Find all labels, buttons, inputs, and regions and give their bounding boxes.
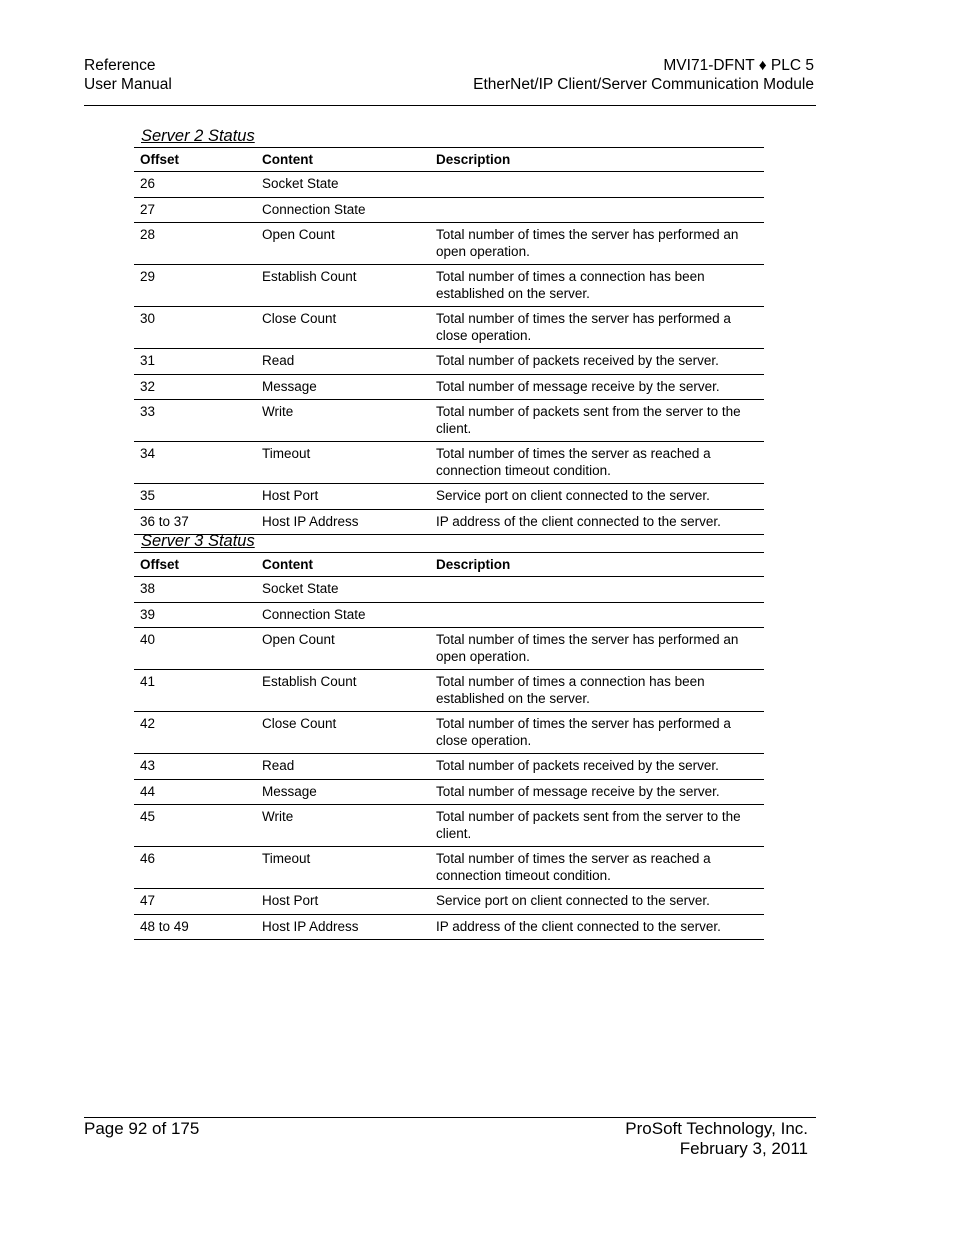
status-table — [134, 552, 764, 940]
description-cell: Total number of times the server has performed an open operation. — [436, 227, 739, 259]
footer-company: ProSoft Technology, Inc. — [625, 1119, 808, 1138]
offset-cell: 43 — [140, 758, 156, 773]
description-cell: Total number of message receive by the server. — [436, 378, 720, 394]
content-cell: Timeout — [262, 446, 311, 461]
page-header — [84, 56, 814, 105]
column-header-offset: Offset — [140, 556, 180, 572]
description-cell: Total number of times the server has performed a close operation. — [436, 311, 731, 343]
table-row — [134, 712, 764, 754]
table-row — [134, 914, 764, 940]
content-cell: Host Port — [262, 893, 319, 908]
description-cell: Service port on client connected to the server. — [436, 893, 710, 908]
offset-cell: 47 — [140, 893, 156, 908]
content-cell: Socket State — [262, 176, 339, 191]
offset-cell: 33 — [140, 404, 156, 419]
offset-cell: 42 — [140, 716, 156, 731]
description-cell: Service port on client connected to the server. — [436, 488, 710, 503]
content-cell: Connection State — [262, 201, 366, 217]
table-header-row — [134, 148, 764, 172]
description-cell: Total number of packets received by the server. — [436, 353, 719, 368]
description-cell — [430, 602, 764, 628]
offset-cell: 34 — [140, 446, 156, 461]
server-2-status-section — [134, 125, 764, 535]
column-header-content: Content — [262, 556, 313, 572]
content-cell: Write — [262, 809, 294, 824]
table-row — [134, 172, 764, 198]
server-3-status-section — [134, 530, 764, 940]
table-row — [134, 847, 764, 889]
offset-cell: 48 to 49 — [140, 918, 189, 934]
status-table — [134, 147, 764, 535]
table-body — [134, 172, 764, 535]
description-cell: Total number of packets received by the server. — [436, 758, 719, 773]
offset-cell: 30 — [140, 311, 156, 326]
table-body — [134, 577, 764, 940]
content-cell: Write — [262, 404, 294, 419]
column-header-content: Content — [262, 151, 313, 167]
content-cell: Read — [262, 758, 295, 773]
table-row — [134, 197, 764, 223]
column-header-offset: Offset — [140, 151, 180, 167]
offset-cell: 46 — [140, 851, 156, 866]
page-number: Page 92 of 175 — [84, 1119, 200, 1138]
table-row — [134, 628, 764, 670]
offset-cell: 28 — [140, 227, 156, 242]
table-row — [134, 484, 764, 510]
description-cell: Total number of packets sent from the server to the client. — [436, 809, 741, 841]
table-row — [134, 577, 764, 603]
table-row — [134, 374, 764, 400]
content-cell: Host IP Address — [262, 513, 359, 529]
table-row — [134, 265, 764, 307]
section-title: Server 2 Status — [141, 127, 255, 145]
description-cell — [430, 197, 764, 223]
header-right — [473, 56, 814, 94]
table-row — [134, 779, 764, 805]
content-cell: Message — [262, 783, 317, 799]
content-cell: Open Count — [262, 227, 335, 242]
offset-cell: 26 — [140, 176, 156, 191]
content-cell: Message — [262, 378, 317, 394]
table-header-row — [134, 553, 764, 577]
offset-cell: 29 — [140, 269, 156, 284]
content-cell: Timeout — [262, 851, 311, 866]
table-row — [134, 442, 764, 484]
description-cell: Total number of message receive by the server. — [436, 783, 720, 799]
header-product: MVI71-DFNT ♦ PLC 5 — [663, 57, 814, 74]
column-header-description: Description — [436, 556, 511, 572]
table-row — [134, 349, 764, 375]
table-row — [134, 805, 764, 847]
column-header-description: Description — [436, 151, 511, 167]
offset-cell: 44 — [140, 783, 156, 799]
offset-cell: 31 — [140, 353, 156, 368]
description-cell: Total number of times the server as reached a connection timeout condition. — [436, 446, 711, 478]
footer-right — [625, 1119, 808, 1159]
header-divider — [84, 105, 816, 106]
header-doc-type: User Manual — [84, 76, 172, 93]
offset-cell: 27 — [140, 201, 156, 217]
description-cell: Total number of times a connection has been established on the server. — [436, 674, 705, 706]
content-cell: Socket State — [262, 581, 339, 596]
footer-date: February 3, 2011 — [679, 1139, 808, 1158]
header-section-name: Reference — [84, 57, 156, 74]
offset-cell: 35 — [140, 488, 156, 503]
table-row — [134, 602, 764, 628]
offset-cell: 41 — [140, 674, 156, 689]
offset-cell: 40 — [140, 632, 156, 647]
section-title: Server 3 Status — [141, 532, 255, 550]
content-cell: Establish Count — [262, 674, 357, 689]
offset-cell: 39 — [140, 606, 156, 622]
table-row — [134, 400, 764, 442]
description-cell: Total number of packets sent from the server to the client. — [436, 404, 741, 436]
content-cell: Read — [262, 353, 295, 368]
description-cell — [430, 172, 764, 198]
content-cell: Close Count — [262, 311, 337, 326]
description-cell: Total number of times the server has performed an open operation. — [436, 632, 739, 664]
description-cell: Total number of times the server has performed a close operation. — [436, 716, 731, 748]
table-row — [134, 307, 764, 349]
content-cell: Close Count — [262, 716, 337, 731]
description-cell — [430, 577, 764, 603]
content-cell: Host IP Address — [262, 918, 359, 934]
description-cell: IP address of the client connected to the server. — [436, 918, 721, 934]
description-cell: Total number of times the server as reached a connection timeout condition. — [436, 851, 711, 883]
offset-cell: 36 to 37 — [140, 513, 189, 529]
table-row — [134, 223, 764, 265]
content-cell: Establish Count — [262, 269, 357, 284]
table-row — [134, 889, 764, 915]
offset-cell: 38 — [140, 581, 156, 596]
offset-cell: 45 — [140, 809, 156, 824]
offset-cell: 32 — [140, 378, 156, 394]
description-cell: Total number of times a connection has been established on the server. — [436, 269, 705, 301]
table-row — [134, 754, 764, 780]
footer-divider — [84, 1117, 816, 1118]
header-product-description: EtherNet/IP Client/Server Communication Module — [473, 76, 814, 93]
content-cell: Connection State — [262, 606, 366, 622]
content-cell: Open Count — [262, 632, 335, 647]
header-left — [84, 56, 172, 94]
content-cell: Host Port — [262, 488, 319, 503]
table-row — [134, 670, 764, 712]
description-cell: IP address of the client connected to the server. — [436, 513, 721, 529]
